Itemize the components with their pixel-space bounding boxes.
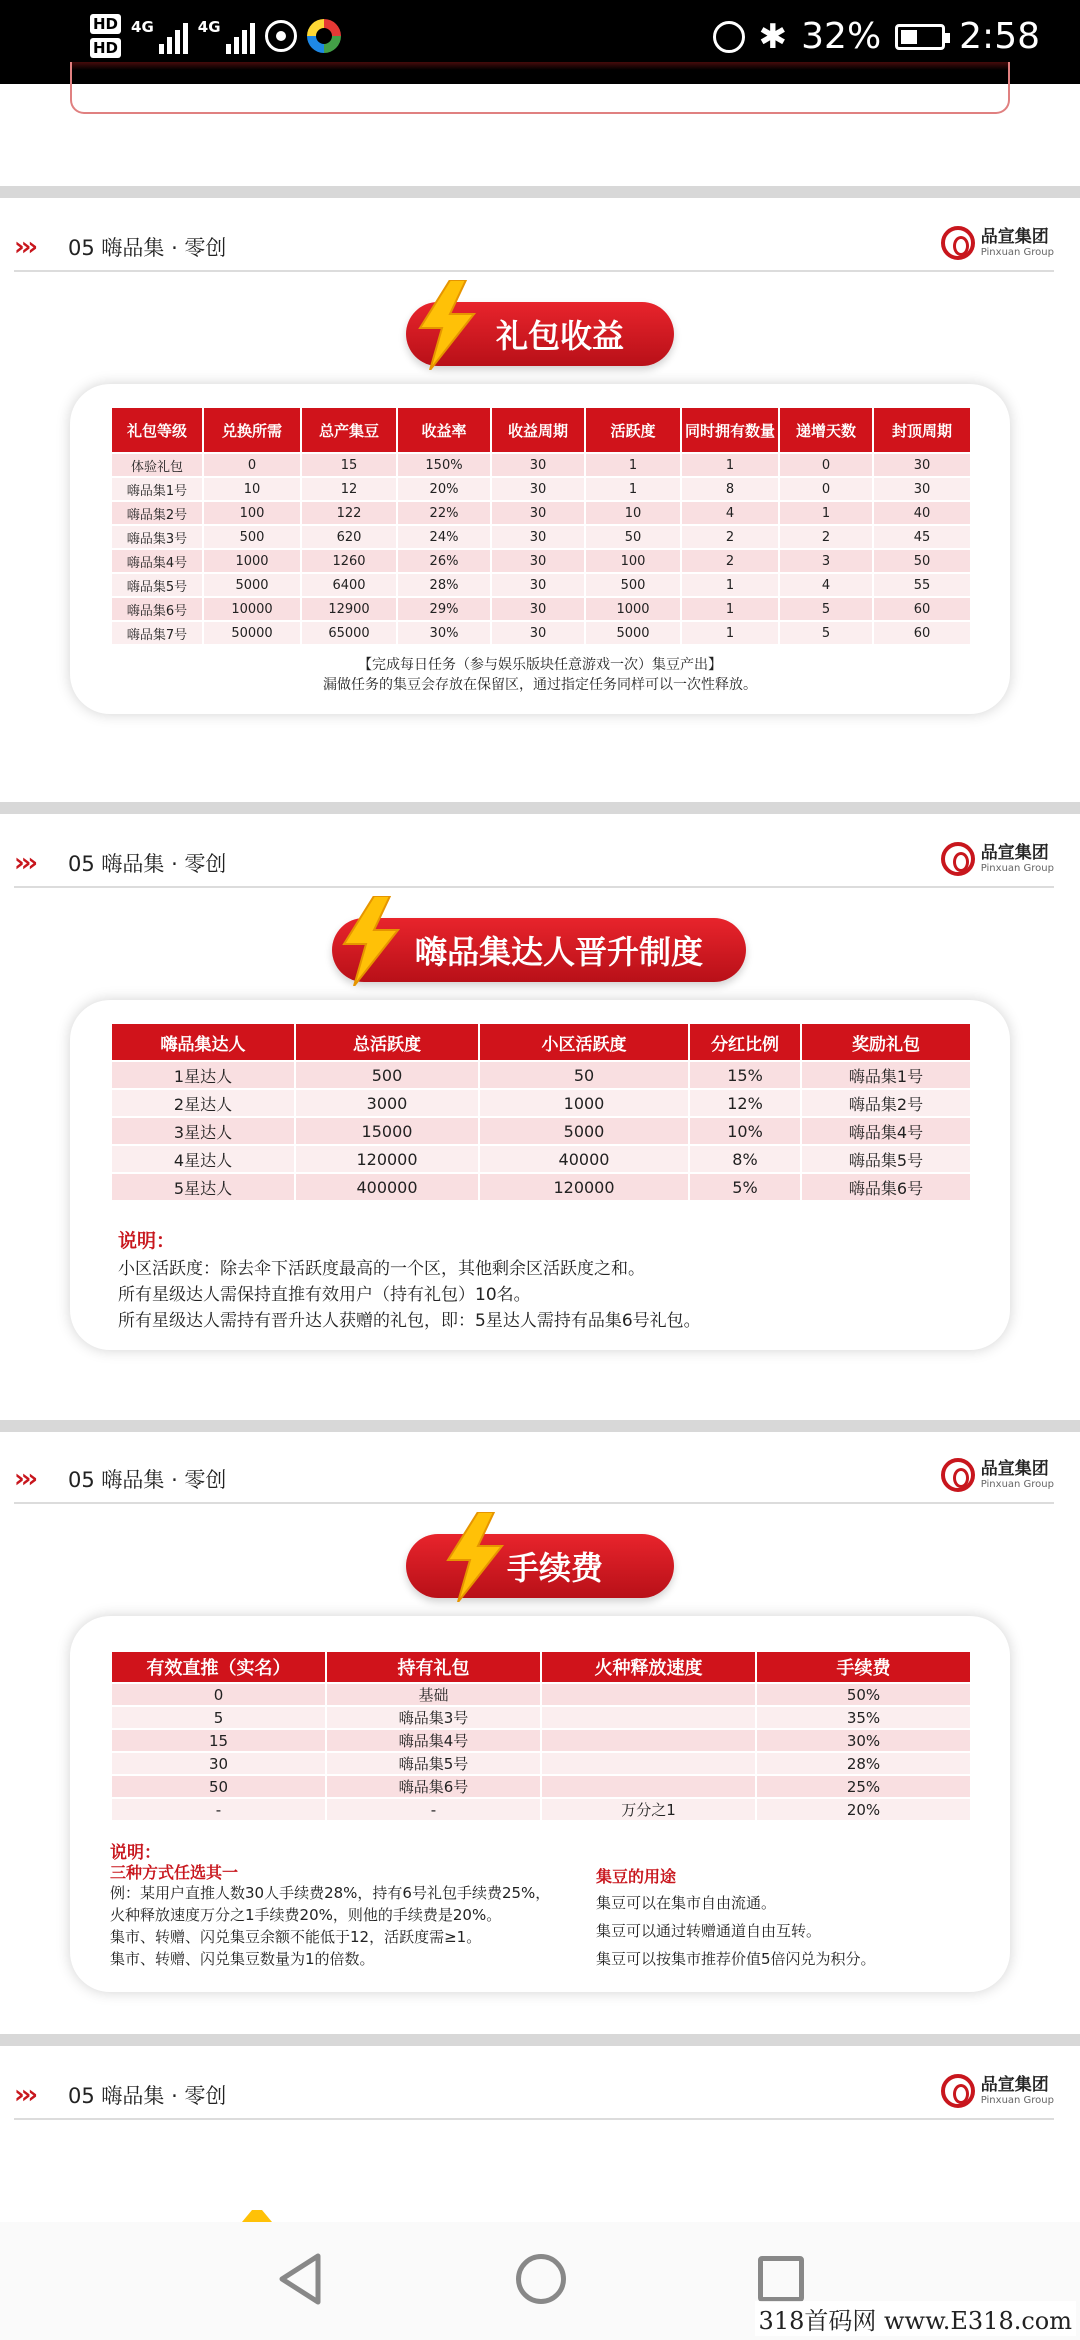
- table-cell: 嗨品集4号: [801, 1117, 971, 1145]
- table-cell: 22%: [397, 501, 491, 525]
- table-cell: 40: [873, 501, 971, 525]
- table-cell: 嗨品集1号: [801, 1061, 971, 1089]
- left-note-2: 火种释放速度万分之1手续费20%，则他的手续费是20%。: [110, 1906, 502, 1924]
- table-row: [111, 1752, 971, 1775]
- table-cell: 6400: [301, 573, 397, 597]
- signal-1-icon: [131, 18, 188, 54]
- slide-header: [14, 222, 1054, 272]
- table-cell: 30%: [397, 621, 491, 645]
- table-row: [111, 1729, 971, 1752]
- table-cell: 1000: [203, 549, 301, 573]
- table-cell: 10%: [689, 1117, 801, 1145]
- table-cell: 10000: [203, 597, 301, 621]
- table-cell: 0: [779, 453, 873, 477]
- chevrons-icon: ›››: [14, 1464, 35, 1494]
- table-cell: 万分之1: [541, 1798, 756, 1821]
- table-cell: 0: [779, 477, 873, 501]
- recent-square-icon[interactable]: [758, 2256, 804, 2302]
- fees-table: [110, 1650, 972, 1822]
- promotion-card: [70, 1000, 1010, 1350]
- table-cell: 4: [779, 573, 873, 597]
- table-cell: 1: [681, 597, 779, 621]
- table-cell: 5000: [585, 621, 681, 645]
- table-cell: 500: [203, 525, 301, 549]
- table-row: [111, 501, 971, 525]
- table-cell: [541, 1752, 756, 1775]
- table-cell: 嗨品集6号: [801, 1173, 971, 1201]
- left-note-1: 例：某用户直推人数30人手续费28%，持有6号礼包手续费25%，: [110, 1884, 551, 1902]
- table-cell: 嗨品集5号: [326, 1752, 541, 1775]
- table-cell: 5%: [689, 1173, 801, 1201]
- table-cell: 5000: [479, 1117, 689, 1145]
- table-cell: 30: [491, 525, 585, 549]
- table-cell: 40000: [479, 1145, 689, 1173]
- brand-mark-icon: [941, 2074, 975, 2108]
- table-cell: 嗨品集3号: [326, 1706, 541, 1729]
- brand-mark-icon: [941, 842, 975, 876]
- brand-mark-icon: [941, 1458, 975, 1492]
- table-cell: -: [326, 1798, 541, 1821]
- column-header: 兑换所需: [203, 407, 301, 453]
- column-header: 分红比例: [689, 1023, 801, 1061]
- section-title-text: 嗨品集达人晋升制度: [414, 933, 703, 971]
- table-cell: 28%: [397, 573, 491, 597]
- table-cell: 嗨品集2号: [111, 501, 203, 525]
- table-row: [111, 621, 971, 645]
- table-cell: 35%: [756, 1706, 971, 1729]
- table-cell: 24%: [397, 525, 491, 549]
- brand-name-en: Pinxuan Group: [980, 862, 1054, 874]
- table-cell: 8: [681, 477, 779, 501]
- table-row: [111, 477, 971, 501]
- table-cell: 1: [779, 501, 873, 525]
- promotion-table: [110, 1022, 972, 1202]
- slide-gift-earnings: [0, 222, 1080, 802]
- network-2-label: 4G: [197, 18, 221, 36]
- table-row: [111, 549, 971, 573]
- table-header-row: [111, 407, 971, 453]
- table-row: [111, 1089, 971, 1117]
- table-cell: [541, 1729, 756, 1752]
- table-cell: 45: [873, 525, 971, 549]
- back-triangle-icon[interactable]: [276, 2252, 324, 2306]
- clock: 2:58: [959, 16, 1040, 57]
- column-header: 火种释放速度: [541, 1651, 756, 1683]
- column-header: 手续费: [756, 1651, 971, 1683]
- table-cell: 2: [681, 549, 779, 573]
- table-cell: 30%: [756, 1729, 971, 1752]
- table-cell: 1260: [301, 549, 397, 573]
- brand-mark-icon: [941, 226, 975, 260]
- table-cell: 30: [111, 1752, 326, 1775]
- watermark: 318首码网 www.E318.com: [755, 2301, 1076, 2336]
- column-header: 持有礼包: [326, 1651, 541, 1683]
- hd-indicator: [90, 14, 121, 58]
- chevrons-icon: ›››: [14, 848, 35, 878]
- table-cell: 50: [479, 1061, 689, 1089]
- brand-name: 品宣集团: [980, 2074, 1049, 2095]
- hd2-label: HD: [90, 38, 121, 58]
- table-cell: [541, 1706, 756, 1729]
- table-cell: 50: [585, 525, 681, 549]
- slide-next: [0, 2070, 1080, 2222]
- table-row: [111, 1706, 971, 1729]
- table-cell: 620: [301, 525, 397, 549]
- table-cell: 嗨品集2号: [801, 1089, 971, 1117]
- table-row: [111, 1798, 971, 1821]
- table-cell: 100: [585, 549, 681, 573]
- table-cell: 嗨品集3号: [111, 525, 203, 549]
- battery-percent: 32%: [801, 16, 882, 57]
- table-cell: 30: [873, 453, 971, 477]
- navigation-bar: [0, 2222, 1080, 2340]
- table-cell: 嗨品集1号: [111, 477, 203, 501]
- table-row: [111, 1061, 971, 1089]
- note-label: 说明：: [110, 1843, 161, 1863]
- network-1-label: 4G: [131, 18, 154, 36]
- table-cell: 400000: [295, 1173, 479, 1201]
- slide-header-text: 05 嗨品集 · 零创: [68, 236, 227, 260]
- slide-header: [14, 1454, 1054, 1504]
- chevrons-icon: ›››: [14, 2080, 35, 2110]
- table-row: [111, 573, 971, 597]
- table-cell: 30: [873, 477, 971, 501]
- table-cell: [541, 1775, 756, 1798]
- table-header-row: [111, 1023, 971, 1061]
- table-cell: 体验礼包: [111, 453, 203, 477]
- table-cell: 2星达人: [111, 1089, 295, 1117]
- table-row: [111, 1173, 971, 1201]
- slide-header-text: 05 嗨品集 · 零创: [68, 2084, 227, 2108]
- right-note-2: 集豆可以通过转赠通道自由互转。: [596, 1922, 822, 1940]
- brand-name-en: Pinxuan Group: [980, 246, 1054, 258]
- table-cell: 1: [585, 453, 681, 477]
- table-cell: 500: [295, 1061, 479, 1089]
- table-cell: 50: [111, 1775, 326, 1798]
- table-cell: 5: [111, 1706, 326, 1729]
- table-cell: 28%: [756, 1752, 971, 1775]
- table-cell: 3000: [295, 1089, 479, 1117]
- table-cell: 60: [873, 621, 971, 645]
- left-note-3: 集市、转赠、闪兑集豆余额不能低于12，活跃度需≥1。: [110, 1928, 482, 1946]
- table-cell: 0: [203, 453, 301, 477]
- table-cell: 26%: [397, 549, 491, 573]
- table-cell: 8%: [689, 1145, 801, 1173]
- table-cell: 1: [681, 621, 779, 645]
- slide-header: [14, 2070, 1054, 2120]
- table-cell: 嗨品集4号: [326, 1729, 541, 1752]
- right-note-3: 集豆可以按集市推荐价值5倍闪兑为积分。: [596, 1950, 876, 1968]
- table-cell: 5: [779, 597, 873, 621]
- table-cell: 122: [301, 501, 397, 525]
- table-cell: 120000: [295, 1145, 479, 1173]
- table-cell: -: [111, 1798, 326, 1821]
- table-cell: 65000: [301, 621, 397, 645]
- brand-name-en: Pinxuan Group: [980, 1478, 1054, 1490]
- slide-fees: [0, 1454, 1080, 2034]
- slide-header: [14, 838, 1054, 888]
- column-header: 封顶周期: [873, 407, 971, 453]
- earnings-note-2: 漏做任务的集豆会存放在保留区，通过指定任务同样可以一次性释放。: [323, 677, 757, 693]
- app-logo-icon: [307, 19, 341, 53]
- column-header: 奖励礼包: [801, 1023, 971, 1061]
- earnings-card: [70, 384, 1010, 714]
- table-cell: 150%: [397, 453, 491, 477]
- brand-name: 品宣集团: [980, 842, 1049, 863]
- chevrons-icon: ›››: [14, 232, 35, 262]
- column-header: 收益周期: [491, 407, 585, 453]
- fees-card: [70, 1616, 1010, 1992]
- table-cell: 50%: [756, 1683, 971, 1706]
- table-cell: 5星达人: [111, 1173, 295, 1201]
- home-circle-icon[interactable]: [516, 2254, 566, 2304]
- column-header: 总产集豆: [301, 407, 397, 453]
- column-header: 有效直推（实名）: [111, 1651, 326, 1683]
- table-cell: 3星达人: [111, 1117, 295, 1145]
- brand-name: 品宣集团: [980, 226, 1049, 247]
- table-cell: 500: [585, 573, 681, 597]
- table-cell: 0: [111, 1683, 326, 1706]
- globe-icon: [265, 20, 297, 52]
- left-note-subtitle: 三种方式任选其一: [110, 1863, 239, 1882]
- table-cell: 15: [301, 453, 397, 477]
- column-header: 小区活跃度: [479, 1023, 689, 1061]
- table-row: [111, 453, 971, 477]
- earnings-note-1: 【完成每日任务（参与娱乐版块任意游戏一次）集豆产出】: [358, 657, 722, 673]
- table-cell: 100: [203, 501, 301, 525]
- table-cell: 30: [491, 549, 585, 573]
- table-cell: 嗨品集7号: [111, 621, 203, 645]
- table-cell: 50: [873, 549, 971, 573]
- brand-logo: [941, 2074, 1054, 2108]
- slide-divider: [0, 2034, 1080, 2046]
- table-cell: 12900: [301, 597, 397, 621]
- table-cell: 30: [491, 501, 585, 525]
- table-cell: 12%: [689, 1089, 801, 1117]
- brand-name-en: Pinxuan Group: [980, 2094, 1054, 2106]
- table-cell: 30: [491, 597, 585, 621]
- table-cell: [541, 1683, 756, 1706]
- brand-logo: [941, 842, 1054, 876]
- section-title-text: 手续费: [506, 1549, 603, 1587]
- table-cell: 12: [301, 477, 397, 501]
- column-header: 礼包等级: [111, 407, 203, 453]
- table-cell: 1星达人: [111, 1061, 295, 1089]
- note-label: 说明：: [118, 1230, 176, 1252]
- table-cell: 20%: [397, 477, 491, 501]
- battery-icon: [895, 24, 945, 50]
- table-cell: 2: [681, 525, 779, 549]
- promotion-note-3: 所有星级达人需持有晋升达人获赠的礼包，即：5星达人需持有品集6号礼包。: [118, 1311, 701, 1331]
- table-cell: 嗨品集4号: [111, 549, 203, 573]
- table-cell: 3: [779, 549, 873, 573]
- promotion-note-1: 小区活跃度：除去伞下活跃度最高的一个区，其他剩余区活跃度之和。: [118, 1259, 645, 1279]
- slide-header-text: 05 嗨品集 · 零创: [68, 1468, 227, 1492]
- section-title-text: 礼包收益: [495, 317, 624, 355]
- table-cell: 55: [873, 573, 971, 597]
- table-cell: 25%: [756, 1775, 971, 1798]
- brand-logo: [941, 1458, 1054, 1492]
- table-cell: 4星达人: [111, 1145, 295, 1173]
- table-cell: 5000: [203, 573, 301, 597]
- alarm-icon: [713, 21, 745, 53]
- table-cell: 20%: [756, 1798, 971, 1821]
- table-cell: 120000: [479, 1173, 689, 1201]
- column-header: 同时拥有数量: [681, 407, 779, 453]
- table-row: [111, 1145, 971, 1173]
- signal-2-icon: [198, 18, 255, 54]
- slide-promotion-system: [0, 838, 1080, 1418]
- table-cell: 10: [203, 477, 301, 501]
- column-header: 嗨品集达人: [111, 1023, 295, 1061]
- table-cell: 嗨品集6号: [111, 597, 203, 621]
- earnings-table: [110, 406, 972, 646]
- table-cell: 1000: [585, 597, 681, 621]
- column-header: 收益率: [397, 407, 491, 453]
- slide-divider: [0, 1420, 1080, 1432]
- column-header: 递增天数: [779, 407, 873, 453]
- table-row: [111, 1683, 971, 1706]
- table-cell: 30: [491, 573, 585, 597]
- left-note-4: 集市、转赠、闪兑集豆数量为1的倍数。: [110, 1950, 375, 1968]
- slide-divider: [0, 802, 1080, 814]
- table-cell: 10: [585, 501, 681, 525]
- table-cell: 嗨品集5号: [111, 573, 203, 597]
- hd1-label: HD: [90, 14, 121, 34]
- table-cell: 4: [681, 501, 779, 525]
- previous-slide-fragment: [70, 62, 1010, 114]
- right-note-subtitle: 集豆的用途: [596, 1867, 677, 1886]
- table-cell: 1: [585, 477, 681, 501]
- table-cell: 15%: [689, 1061, 801, 1089]
- table-cell: 1: [681, 573, 779, 597]
- table-cell: 30: [491, 453, 585, 477]
- table-cell: 30: [491, 621, 585, 645]
- table-row: [111, 525, 971, 549]
- table-cell: 嗨品集5号: [801, 1145, 971, 1173]
- column-header: 总活跃度: [295, 1023, 479, 1061]
- table-cell: 1000: [479, 1089, 689, 1117]
- table-cell: 1: [681, 453, 779, 477]
- promotion-note-2: 所有星级达人需保持直推有效用户（持有礼包）10名。: [118, 1285, 531, 1305]
- brand-logo: [941, 226, 1054, 260]
- bluetooth-icon: ✱: [758, 16, 788, 57]
- brand-name: 品宣集团: [980, 1458, 1049, 1479]
- table-cell: 15000: [295, 1117, 479, 1145]
- table-cell: 60: [873, 597, 971, 621]
- table-cell: 29%: [397, 597, 491, 621]
- table-cell: 5: [779, 621, 873, 645]
- slide-divider: [0, 186, 1080, 198]
- table-row: [111, 1117, 971, 1145]
- table-header-row: [111, 1651, 971, 1683]
- table-cell: 基础: [326, 1683, 541, 1706]
- column-header: 活跃度: [585, 407, 681, 453]
- slide-header-text: 05 嗨品集 · 零创: [68, 852, 227, 876]
- table-row: [111, 1775, 971, 1798]
- table-cell: 15: [111, 1729, 326, 1752]
- table-cell: 50000: [203, 621, 301, 645]
- table-cell: 2: [779, 525, 873, 549]
- right-note-1: 集豆可以在集市自由流通。: [596, 1894, 777, 1912]
- table-cell: 嗨品集6号: [326, 1775, 541, 1798]
- table-row: [111, 597, 971, 621]
- table-cell: 30: [491, 477, 585, 501]
